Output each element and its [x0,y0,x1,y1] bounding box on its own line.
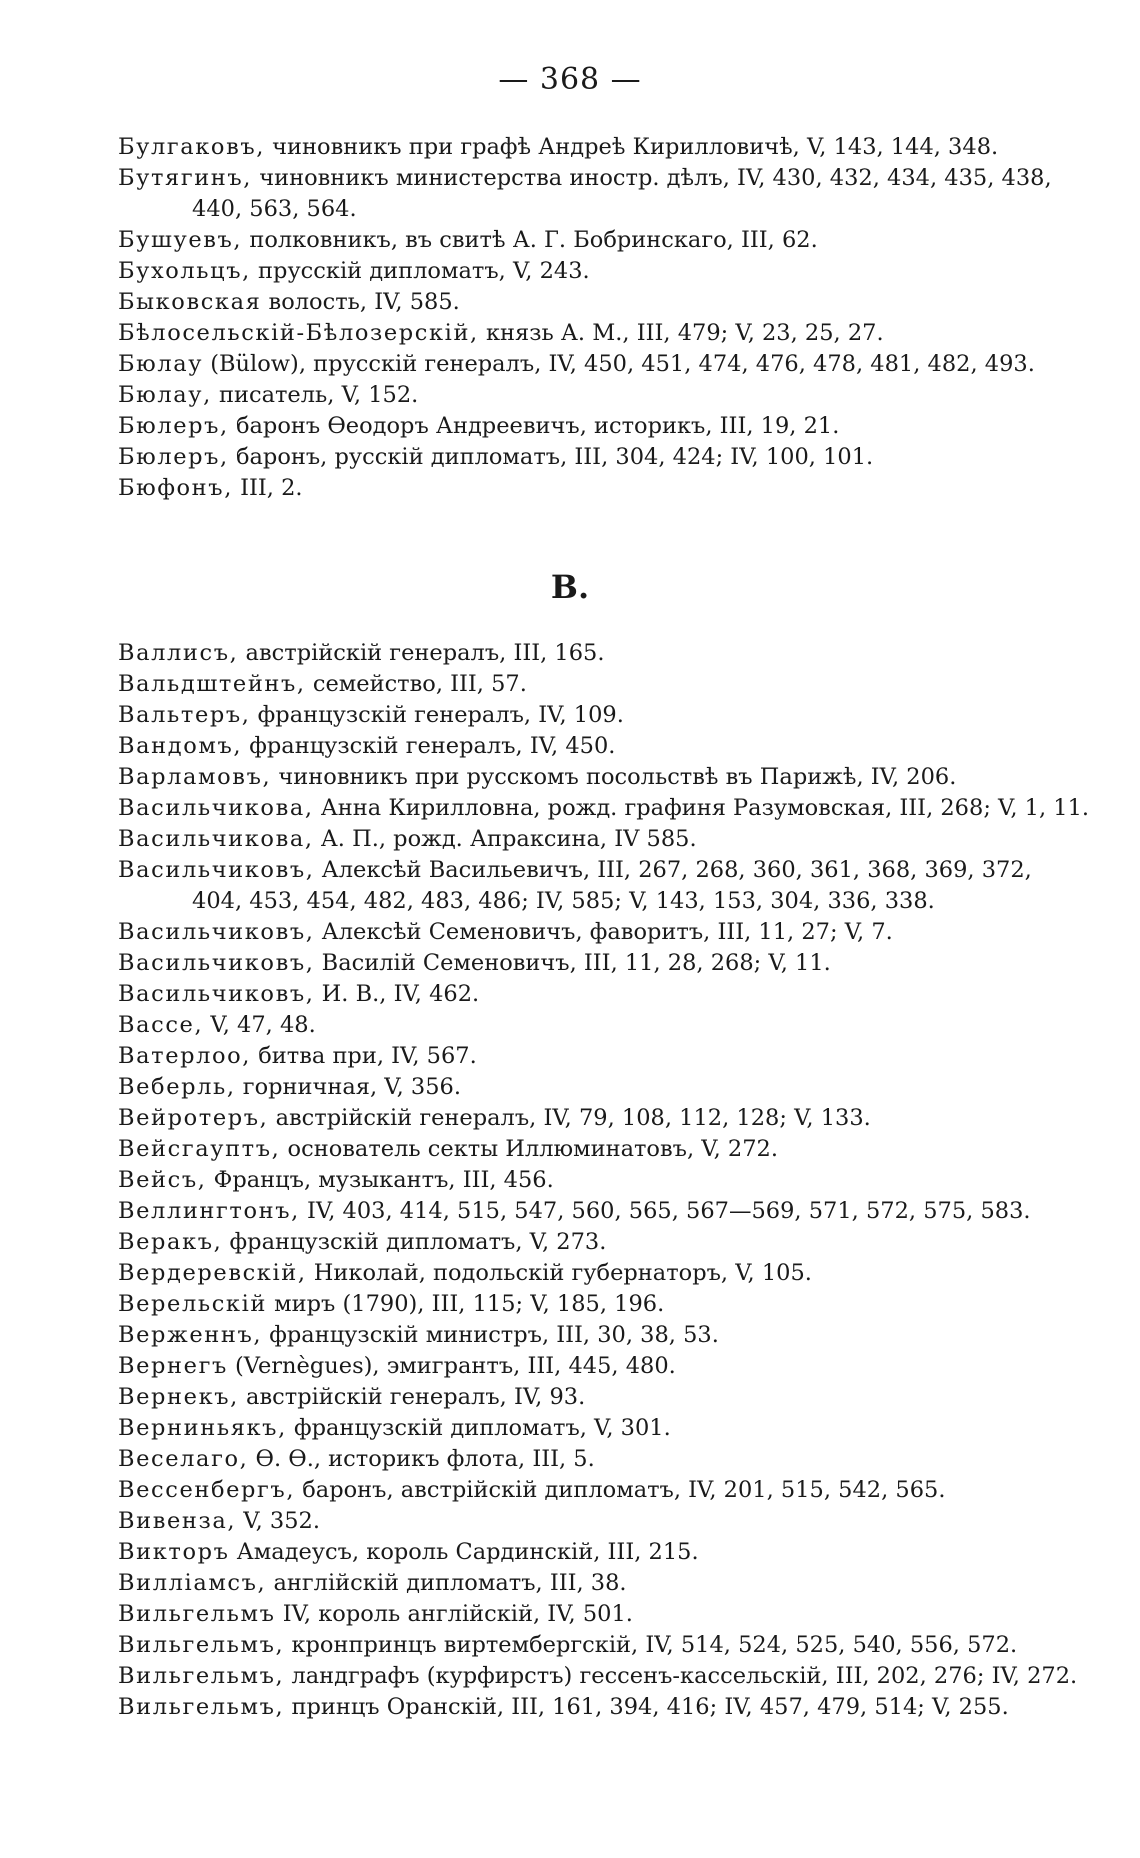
entry-headword: Вандомъ, [118,733,243,759]
entry-text: ландграфъ (курфирстъ) гессенъ-кассельскій, III, 202, 276; IV, 272. [284,1663,1078,1689]
index-entry [118,855,1078,917]
index-entry [118,411,1078,442]
entry-text: Алексѣй Семеновичъ, фаворитъ, III, 11, 27; V, 7. [314,919,893,945]
entry-text: австрійскій генералъ, III, 165. [238,640,605,666]
entry-headword: Булгаковъ, [118,134,266,160]
index-entry [118,287,1078,318]
entry-text: (Vernègues), эмигрантъ, III, 445, 480. [227,1353,676,1379]
index-entry [118,917,1078,948]
index-entry [118,349,1078,380]
entry-text: французскій генералъ, IV, 109. [250,702,624,728]
index-entry [118,256,1078,287]
entry-headword: Вильгельмъ, [118,1694,285,1720]
index-entry [118,1103,1078,1134]
entry-headword: Бѣлосельскій-Бѣлозерскій, [118,320,479,346]
index-entry [118,1320,1078,1351]
entry-text: (Bülow), прусскій генералъ, IV, 450, 451, 474, 476, 478, 481, 482, 493. [203,351,1035,377]
entry-headword: Вильгельмъ, [118,1632,285,1658]
index-entry [118,824,1078,855]
entry-headword: Веракъ, [118,1229,223,1255]
entry-headword: Вальтеръ, [118,702,251,728]
entry-text: полковникъ, въ свитѣ А. Г. Бобринскаго, III, 62. [242,227,818,253]
entry-text: чиновникъ при русскомъ посольствѣ въ Парижѣ, IV, 206. [271,764,957,790]
entry-headword: Вейротеръ, [118,1105,269,1131]
entry-headword: Вилліамсъ, [118,1570,267,1596]
index-entry [118,638,1078,669]
index-entry [118,1692,1078,1723]
entry-text: писатель, V, 152. [211,382,419,408]
entry-headword: Вейсъ, [118,1167,207,1193]
entry-text: IV, король англійскій, IV, 501. [275,1601,633,1627]
index-entry [118,1227,1078,1258]
index-entry [118,1351,1078,1382]
entry-headword: Васильчикова, [118,795,314,821]
page-number: — 368 — [498,62,642,97]
entry-text: IV, 403, 414, 515, 547, 560, 565, 567—569, 571, 572, 575, 583. [299,1198,1031,1224]
entry-text: Ѳ. Ѳ., историкъ флота, III, 5. [248,1446,595,1472]
index-entry [118,1568,1078,1599]
entry-text: англійскій дипломатъ, III, 38. [266,1570,627,1596]
entry-text: основатель секты Иллюминатовъ, V, 272. [280,1136,778,1162]
index-entry [118,1630,1078,1661]
index-entry [118,793,1090,824]
entry-text: Анна Кирилловна, рожд. графиня Разумовская, III, 268; V, 1, 11. [313,795,1090,821]
entry-headword: Веберль, [118,1074,236,1100]
index-entry [118,731,1078,762]
entry-text: III, 2. [232,475,303,501]
index-entry [118,442,1078,473]
entry-headword: Бухольцъ, [118,258,251,284]
entry-headword: Веселаго, [118,1446,249,1472]
entry-text: семейство, III, 57. [305,671,527,697]
index-entry [118,1258,1078,1289]
entry-continuation: 440, 563, 564. [192,196,357,222]
index-entry [118,1444,1078,1475]
entry-headword: Вейсгауптъ, [118,1136,281,1162]
entry-headword: Васильчиковъ, [118,981,315,1007]
entry-headword: Веллингтонъ, [118,1198,300,1224]
entry-headword: Вальдштейнъ, [118,671,306,697]
entry-headword: Вернекъ, [118,1384,239,1410]
index-block-v [118,638,1090,1723]
entry-text: принцъ Оранскій, III, 161, 394, 416; IV, 457, 479, 514; V, 255. [284,1694,1009,1720]
index-entry [118,1289,1078,1320]
entry-text: битва при, IV, 567. [251,1043,477,1069]
entry-continuation: 404, 453, 454, 482, 483, 486; IV, 585; V, 143, 153, 304, 336, 338. [192,888,935,914]
index-entry [118,1072,1078,1103]
entry-headword: Верельскій [118,1291,267,1317]
entry-text: V, 352. [236,1508,321,1534]
entry-headword: Вердеревскій, [118,1260,307,1286]
entry-headword: Бюлау [118,351,204,377]
index-entry [118,1599,1078,1630]
index-entry [118,1475,1078,1506]
index-entry [118,1010,1078,1041]
entry-text: Амадеусъ, король Сардинскій, III, 215. [229,1539,699,1565]
entry-text: французскій министръ, III, 30, 38, 53. [262,1322,719,1348]
index-entry [118,1165,1078,1196]
entry-headword: Валлисъ, [118,640,239,666]
section-heading: В. [550,568,590,606]
entry-headword: Васильчиковъ, [118,919,315,945]
index-entry [118,762,1078,793]
entry-text: австрійскій генералъ, IV, 93. [238,1384,586,1410]
entry-text: Василій Семеновичъ, III, 11, 28, 268; V, 11. [314,950,831,976]
entry-text: кронпринцъ виртембергскій, IV, 514, 524, 525, 540, 556, 572. [284,1632,1018,1658]
entry-text: волость, IV, 585. [261,289,460,315]
entry-headword: Бюлау, [118,382,212,408]
entry-text: князь А. М., III, 479; V, 23, 25, 27. [478,320,884,346]
entry-headword: Варламовъ, [118,764,272,790]
entry-text: прусскій дипломатъ, V, 243. [250,258,590,284]
entry-text: Алексѣй Васильевичъ, III, 267, 268, 360, 361, 368, 369, 372, [314,857,1032,883]
entry-headword: Вивенза, [118,1508,237,1534]
index-entry [118,1041,1078,1072]
index-entry [118,1506,1078,1537]
entry-headword: Васильчиковъ, [118,950,315,976]
entry-text: французскій дипломатъ, V, 301. [286,1415,671,1441]
index-entry [118,473,1078,504]
entry-headword: Бушуевъ, [118,227,243,253]
entry-text: Николай, подольскій губернаторъ, V, 105. [306,1260,812,1286]
index-entry [118,700,1078,731]
entry-headword: Вессенбергъ, [118,1477,296,1503]
entry-headword: Вильгельмъ [118,1601,276,1627]
index-entry [118,979,1078,1010]
entry-headword: Ватерлоо, [118,1043,252,1069]
entry-headword: Верниньякъ, [118,1415,287,1441]
index-entry [118,318,1078,349]
index-entry [118,225,1078,256]
index-entry [118,163,1078,225]
entry-headword: Вильгельмъ, [118,1663,285,1689]
entry-headword: Верженнъ, [118,1322,263,1348]
entry-text: французскій дипломатъ, V, 273. [222,1229,607,1255]
index-entry [118,132,1078,163]
entry-headword: Быковская [118,289,262,315]
entry-headword: Васильчикова, [118,826,314,852]
index-entry [118,380,1078,411]
entry-text: V, 47, 48. [203,1012,316,1038]
index-entry [118,1413,1078,1444]
index-entry [118,1661,1078,1692]
entry-text: французскій генералъ, IV, 450. [242,733,616,759]
entry-headword: Бюлеръ, [118,444,229,470]
index-entry [118,669,1078,700]
entry-headword: Бутягинъ, [118,165,253,191]
entry-text: И. В., IV, 462. [314,981,480,1007]
index-entry [118,1382,1078,1413]
entry-text: А. П., рожд. Апраксина, IV 585. [313,826,697,852]
index-entry [118,1196,1078,1227]
index-entry [118,1537,1078,1568]
entry-text: баронъ, австрійскій дипломатъ, IV, 201, 515, 542, 565. [295,1477,946,1503]
entry-headword: Вернегъ [118,1353,228,1379]
entry-headword: Викторъ [118,1539,230,1565]
entry-text: австрійскій генералъ, IV, 79, 108, 112, 128; V, 133. [268,1105,871,1131]
entry-text: горничная, V, 356. [235,1074,462,1100]
entry-headword: Васильчиковъ, [118,857,315,883]
index-entry [118,1134,1078,1165]
entry-text: миръ (1790), III, 115; V, 185, 196. [266,1291,665,1317]
entry-text: Францъ, музыкантъ, III, 456. [206,1167,554,1193]
entry-headword: Вассе, [118,1012,204,1038]
entry-text: чиновникъ при графѣ Андреѣ Кирилловичѣ, V, 143, 144, 348. [265,134,999,160]
entry-text: баронъ, русскій дипломатъ, III, 304, 424; IV, 100, 101. [228,444,874,470]
entry-text: баронъ Ѳеодоръ Андреевичъ, историкъ, III, 19, 21. [228,413,840,439]
index-block-b [118,132,1078,504]
entry-headword: Бюлеръ, [118,413,229,439]
entry-headword: Бюфонъ, [118,475,233,501]
index-entry [118,948,1078,979]
entry-text: чиновникъ министерства иностр. дѣлъ, IV, 430, 432, 434, 435, 438, [252,165,1052,191]
